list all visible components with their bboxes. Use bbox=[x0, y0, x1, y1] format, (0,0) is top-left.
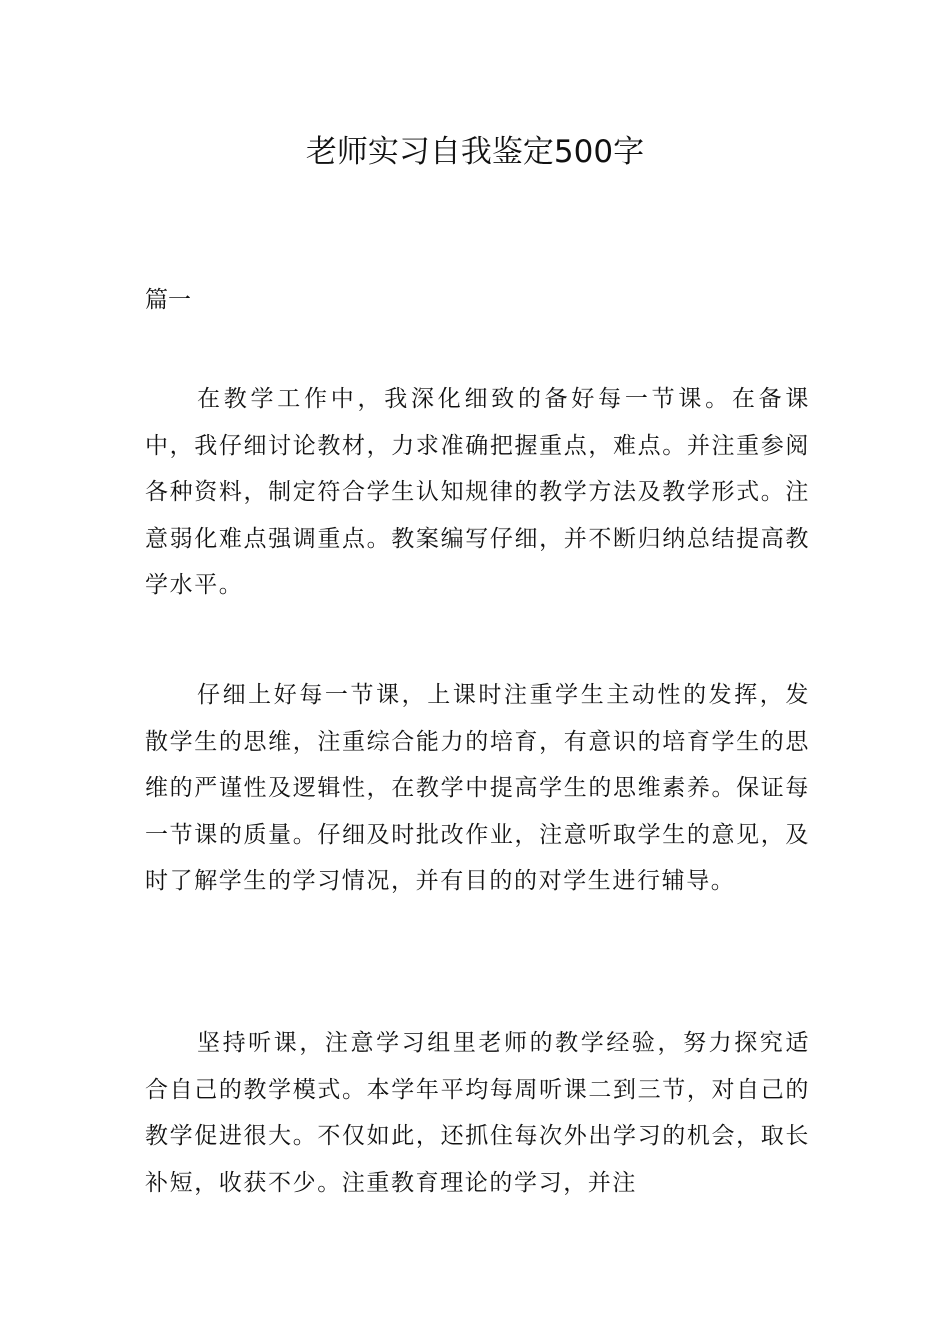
paragraph-3: 坚持听课，注意学习组里老师的教学经验，努力探究适合自己的教学模式。本学年平均每周听课二到三节，对自己的教学促进很大。不仅如此，还抓住每次外出学习的机会，取长补短，收获不少。注重教育理论的学习，并注 bbox=[145, 1030, 810, 1196]
document-title: 老师实习自我鉴定500字 bbox=[305, 134, 645, 170]
paragraph-2: 仔细上好每一节课，上课时注重学生主动性的发挥，发散学生的思维，注重综合能力的培育，有意识的培育学生的思维的严谨性及逻辑性，在教学中提高学生的思维素养。保证每一节课的质量。仔细及时批改作业，注意听取学生的意见，及时了解学生的学习情况，并有目的的对学生进行辅导。 bbox=[145, 682, 810, 894]
section-label: 篇一 bbox=[145, 287, 191, 313]
paragraph-1: 在教学工作中，我深化细致的备好每一节课。在备课中，我仔细讨论教材，力求准确把握重点，难点。并注重参阅各种资料，制定符合学生认知规律的教学方法及教学形式。注意弱化难点强调重点。教案编写仔细，并不断归纳总结提高教学水平。 bbox=[145, 386, 810, 598]
